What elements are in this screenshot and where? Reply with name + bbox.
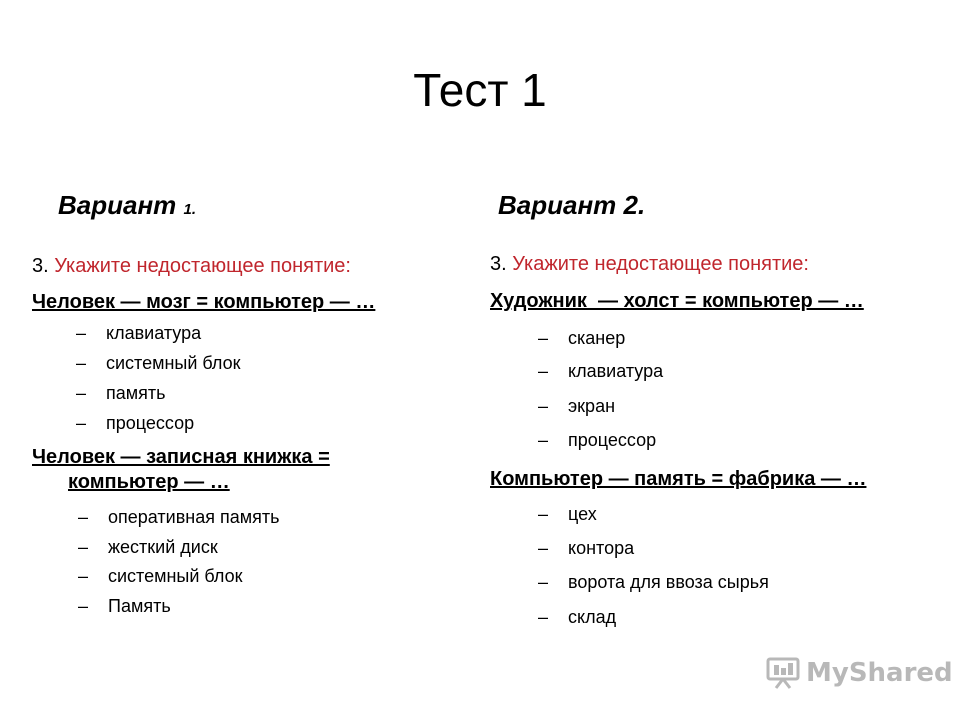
question-number: 3. <box>32 255 55 277</box>
question-number: 3. <box>490 253 513 275</box>
watermark-logo <box>766 656 953 690</box>
option-item: – оперативная память <box>78 507 280 527</box>
variant-2-question <box>490 253 809 276</box>
question-text: Укажите недостающее понятие: <box>512 253 809 275</box>
option-item: – системный блок <box>76 353 241 373</box>
question-text: Укажите недостающее понятие: <box>54 255 351 277</box>
slide-title: Тест 1 <box>413 64 547 116</box>
option-item: – процессор <box>538 430 657 450</box>
presentation-board-icon <box>766 657 800 689</box>
option-item: – память <box>76 383 166 403</box>
option-item: – экран <box>538 396 616 416</box>
option-item: – склад <box>538 607 617 627</box>
variant-1-analogy-2: Человек — записная книжка = компьютер — … <box>32 446 330 493</box>
variant-1-label: Вариант <box>58 190 184 220</box>
variant-1-question <box>32 255 351 278</box>
variant-1-analogy-1: Человек — мозг = компьютер — … <box>32 291 376 313</box>
option-item: – сканер <box>538 328 626 348</box>
option-item: – клавиатура <box>76 323 202 343</box>
option-item: – цех <box>538 504 597 524</box>
variant-1-number: 1. <box>183 201 197 218</box>
variant-2-analogy-1: Художник — холст = компьютер — … <box>490 290 864 312</box>
variant-1-heading <box>58 190 196 221</box>
option-item: – Память <box>78 596 171 616</box>
watermark-text: MyShared <box>806 658 953 688</box>
option-item: – жесткий диск <box>78 537 218 557</box>
option-item: – системный блок <box>78 566 243 586</box>
option-item: – ворота для ввоза сырья <box>538 572 769 592</box>
variant-2-heading: Вариант 2. <box>498 190 646 220</box>
variant-2-analogy-2: Компьютер — память = фабрика — … <box>490 468 867 490</box>
option-item: – процессор <box>76 413 195 433</box>
option-item: – клавиатура <box>538 361 664 381</box>
option-item: – контора <box>538 538 635 558</box>
